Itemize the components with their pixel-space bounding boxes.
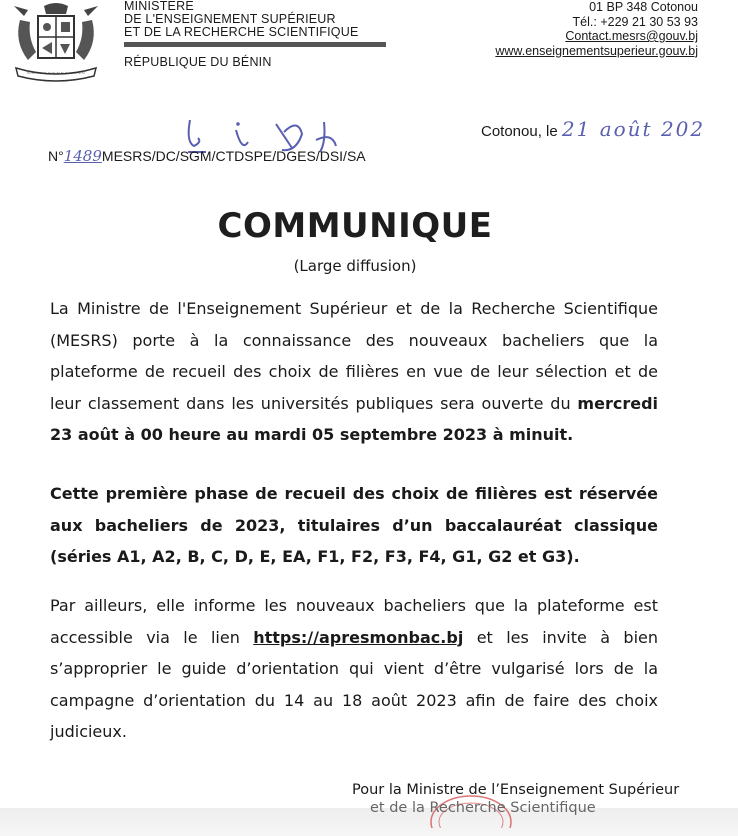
- website-link[interactable]: www.enseignementsuperieur.gouv.bj: [495, 43, 698, 58]
- paragraph-text: La Ministre de l'Enseignement Supérieur et de la Recherche Scientifique (MESRS) porte à la connaissance des nouveaux bacheliers que la plateforme de recueil des choix de filières en vue de leur sélection et de leur classement dans les universités publiques sera ouverte du: [50, 299, 658, 413]
- paragraph-text: Par ailleurs, elle informe les nouveaux bacheliers que la plateforme est accessible via le lien: [50, 596, 658, 647]
- signature-line-2: et de la Recherche Scientifique: [370, 800, 596, 816]
- paragraph-announcement: [50, 293, 658, 451]
- signature-line: Pour la Ministre de l’Enseignement Supérieur: [352, 782, 680, 798]
- paragraph-platform: [50, 590, 658, 748]
- platform-link[interactable]: https://apresmonbac.bj: [253, 627, 464, 647]
- phone-number: Tél.: +229 21 30 53 93: [572, 14, 698, 29]
- header-rule: [124, 42, 386, 47]
- email-link[interactable]: Contact.mesrs@gouv.bj: [565, 29, 698, 43]
- reference-number: [48, 147, 366, 165]
- ministry-line: ET DE LA RECHERCHE SCIENTIFIQUE: [124, 25, 359, 39]
- page-subtitle: (Large diffusion): [293, 257, 417, 275]
- reference-code: MESRS/DC/SGM/CTDSPE/DGES/DSI/SA: [101, 148, 366, 164]
- place-date: [481, 117, 705, 141]
- contact-block: [495, 0, 698, 58]
- page-bottom-band: [0, 808, 738, 836]
- place-label: Cotonou, le: [481, 123, 558, 140]
- ministry-line: DE L'ENSEIGNEMENT SUPÉRIEUR: [124, 12, 336, 26]
- paragraph-text: et les invite à bien s’approprier le guide d’orientation qui vient d’être vulgarisé lors de la campagne d’orientation du 14 au 18 août 2023 afin de faire des choix judicieux.: [50, 627, 658, 741]
- republic-name: RÉPUBLIQUE DU BÉNIN: [124, 55, 272, 69]
- handwritten-date: 21 août 202: [561, 117, 706, 141]
- postal-address: 01 BP 348 Cotonou: [589, 0, 698, 14]
- paragraph-dates: mercredi 23 août à 00 heure au mardi 05 septembre 2023 à minuit.: [50, 393, 658, 444]
- paragraph-eligibility: Cette première phase de recueil des choix de filières est réservée aux bacheliers de 2023, titulaires d’un baccalauréat classique (séries A1, A2, B, C, D, E, EA, F1, F2, F3, F4, G1, G2 et G3).: [50, 484, 658, 566]
- svg-text:~~~~~~~~~~~~~~: ~~~~~~~~~~~~~~: [26, 71, 86, 77]
- ministry-line: MINISTERE: [124, 0, 194, 13]
- handwritten-number: 1489: [63, 147, 102, 165]
- ministry-name: [124, 0, 358, 39]
- reference-prefix: N°: [48, 148, 64, 164]
- coat-of-arms-icon: [6, 2, 106, 86]
- page-title: COMMUNIQUE: [217, 206, 493, 246]
